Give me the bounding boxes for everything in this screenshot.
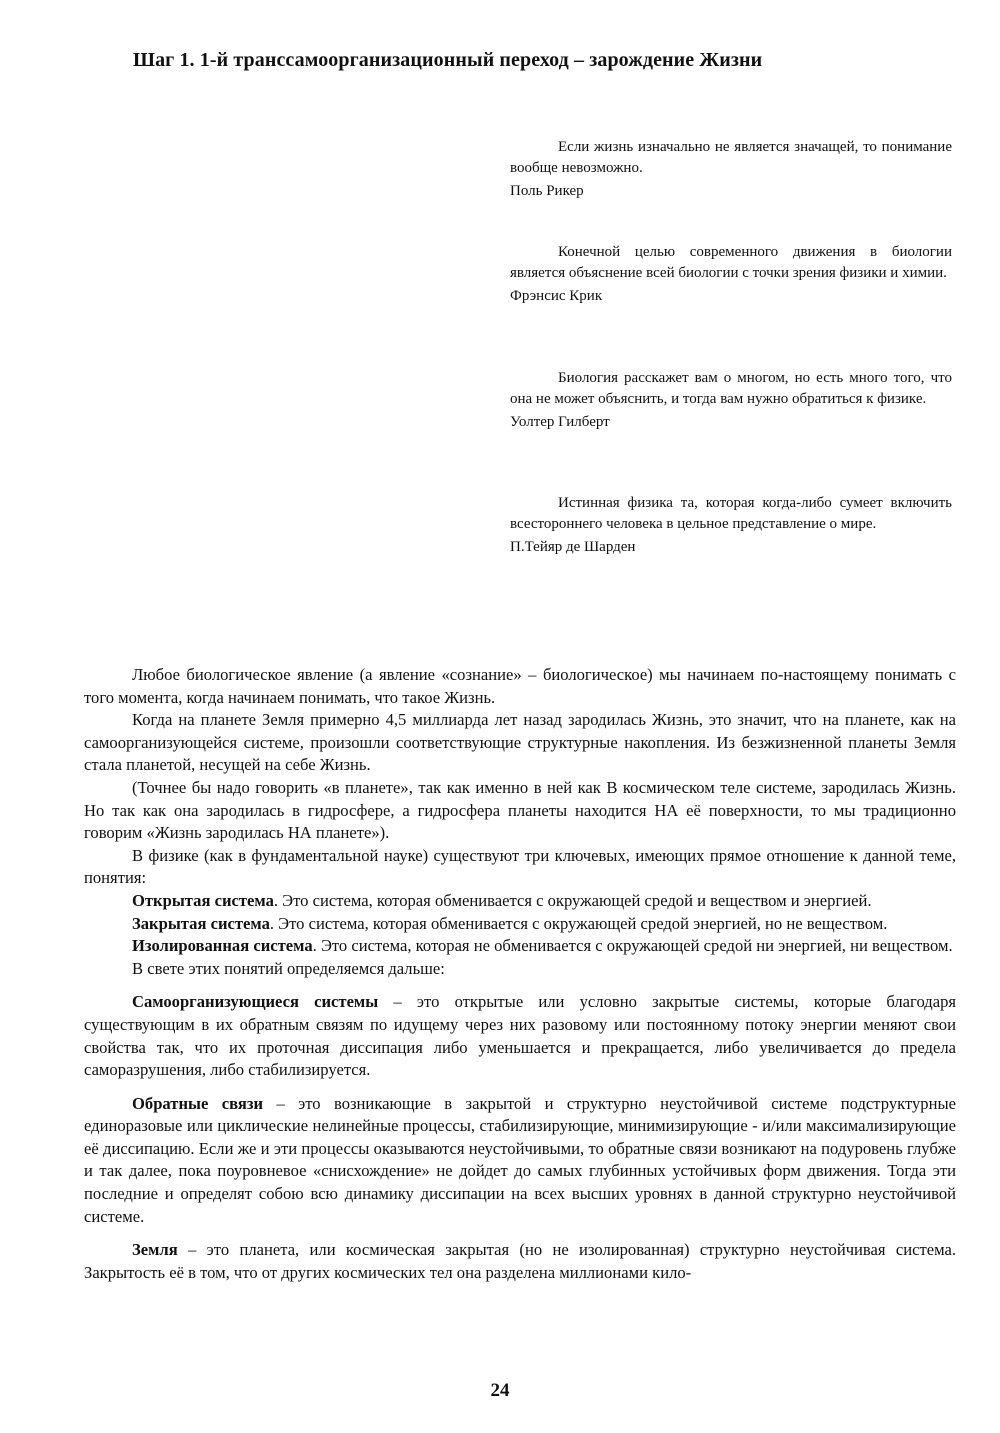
paragraph bbox=[84, 845, 956, 890]
epigraph bbox=[510, 493, 952, 558]
definition-paragraph bbox=[84, 1093, 956, 1229]
definition-text: . Это система, которая обменивается с окружающей средой энергией, но не веществом. bbox=[269, 913, 888, 933]
epigraph-quote: Конечной целью современного движения в биологии является объяснение всей биологии с точки зрения физики и химии. bbox=[510, 244, 952, 281]
epigraph-author: Поль Рикер bbox=[510, 183, 584, 199]
term: Открытая система bbox=[132, 890, 274, 910]
term: Земля bbox=[132, 1240, 178, 1260]
page-number: 24 bbox=[490, 1380, 510, 1401]
section-heading: Шаг 1. 1-й транссамоорганизационный переход – зарождение Жизни bbox=[133, 49, 763, 71]
epigraph-quote: Если жизнь изначально не является значащей, то понимание вообще невозможно. bbox=[510, 139, 952, 176]
definition-paragraph bbox=[84, 991, 956, 1081]
term: Самоорганизующиеся системы bbox=[132, 992, 379, 1012]
paragraph-text: В физике (как в фундаментальной науке) существуют три ключевых, имеющих прямое отношение к данной теме, понятия: bbox=[84, 845, 956, 888]
epigraph-quote: Истинная физика та, которая когда-либо сумеет включить всестороннего человека в цельное представление о мире. bbox=[510, 495, 952, 532]
epigraph-author: Уолтер Гилберт bbox=[510, 414, 610, 430]
definition-text: . Это система, которая не обменивается с окружающей средой ни энергией, ни веществом. bbox=[312, 936, 953, 956]
epigraph bbox=[510, 137, 952, 202]
paragraph-text: В свете этих понятий определяемся дальше: bbox=[132, 958, 445, 978]
definition-text: – это возникающие в закрытой и структурно неустойчивой системе подструктурные единоразовые или циклические нелинейные процессы, стабилизирующие, минимизирующие - и/или максимализирующие её диссипацию. Если же и эти процессы оказываются неустойчивыми, то обратные связи возникают на подуровень глубже и так далее, пока поуровневое «снисхождение» не дойдет до самых глубинных устойчивых форм движения. Тогда эти последние и определят собою всю динамику диссипации на всех высших уровнях в данной структурно неустойчивой системе. bbox=[84, 1093, 956, 1226]
definition-paragraph bbox=[84, 935, 956, 958]
paragraph bbox=[84, 958, 956, 981]
epigraph-author: Фрэнсис Крик bbox=[510, 288, 603, 304]
epigraph bbox=[510, 368, 952, 433]
epigraph-author: П.Тейяр де Шарден bbox=[510, 539, 636, 555]
paragraph bbox=[84, 777, 956, 845]
definition-paragraph bbox=[84, 1239, 956, 1284]
definition-paragraph bbox=[84, 890, 956, 913]
epigraph-quote: Биология расскажет вам о многом, но есть много того, что она не может объяснить, и тогда вам нужно обратиться к физике. bbox=[510, 370, 952, 407]
definition-paragraph bbox=[84, 913, 956, 936]
definition-text: . Это система, которая обменивается с окружающей средой и веществом и энергией. bbox=[273, 890, 872, 910]
term: Изолированная система bbox=[132, 936, 313, 956]
paragraph-text: Любое биологическое явление (а явление «сознание» – биологическое) мы начинаем по-настоящему понимать с того момента, когда начинаем понимать, что такое Жизнь. bbox=[84, 665, 956, 707]
term: Обратные связи bbox=[132, 1093, 264, 1113]
paragraph bbox=[84, 709, 956, 777]
epigraph bbox=[510, 242, 952, 307]
paragraph-text: Когда на планете Земля примерно 4,5 миллиарда лет назад зародилась Жизнь, это значит, что на планете, как на самоорганизующейся системе, произошли соответствующие структурные накопления. Из безжизненной планеты Земля стала планетой, несущей на себе Жизнь. bbox=[84, 710, 956, 775]
paragraph-text: (Точнее бы надо говорить «в планете», так как именно в ней как В космическом теле системе, зародилась Жизнь. Но так как она зародилась в гидросфере, а гидросфера планеты находится НА её поверхности, то мы традиционно говорим «Жизнь зародилась НА планете»). bbox=[84, 777, 956, 843]
body-text bbox=[84, 664, 956, 1284]
definition-text: – это планета, или космическая закрытая (но не изолированная) структурно неустойчивая система. Закрытость её в том, что от других космических тел она разделена миллионами кило- bbox=[84, 1240, 956, 1282]
definition-text: – это открытые или условно закрытые системы, которые благодаря существующим в их обратным связям по идущему через них разовому или постоянному потоку энергии меняют свои свойства так, что их проточная диссипация либо уменьшается и прекращается, либо увеличивается до предела саморазрушения, либо стабилизируется. bbox=[84, 992, 956, 1080]
term: Закрытая система bbox=[132, 913, 270, 933]
paragraph bbox=[84, 664, 956, 709]
